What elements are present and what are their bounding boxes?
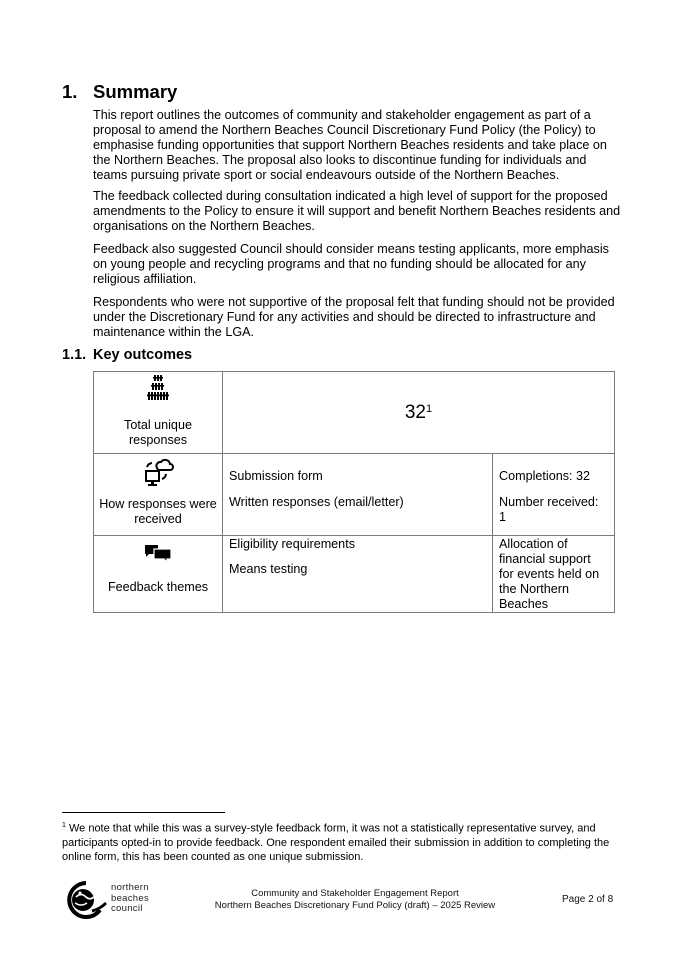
logo-line-1: northern xyxy=(111,882,149,893)
page-number: Page 2 of 8 xyxy=(562,894,614,905)
summary-paragraph-2: The feedback collected during consultation indicated a high level of support for the proposed amendments to the Policy to ensure it will support and benefit Northern Beaches residents and organisations on the Northern Beaches. xyxy=(93,189,621,233)
total-responses-value-cell xyxy=(223,372,615,454)
summary-paragraph-4: Respondents who were not supportive of the proposal felt that funding should not be provided under the Discretionary Fund for any activities and should be directed to infrastructure and maintenance within the LGA. xyxy=(93,295,615,339)
theme-means-testing: Means testing xyxy=(229,562,308,576)
footnote-ref[interactable]: 1 xyxy=(426,403,433,415)
footer-report-title xyxy=(200,888,510,911)
total-responses-label-cell xyxy=(94,372,223,454)
council-logo-icon xyxy=(66,881,108,924)
channel-written-responses: Written responses (email/letter) xyxy=(229,495,404,509)
themes-right-cell xyxy=(493,536,615,613)
section-heading xyxy=(62,81,177,103)
theme-eligibility: Eligibility requirements xyxy=(229,537,355,551)
logo-line-3: council xyxy=(111,903,143,914)
speech-bubbles-icon xyxy=(94,544,222,566)
footnote-separator xyxy=(62,812,225,813)
report-title: Community and Stakeholder Engagement Report xyxy=(251,888,459,899)
report-subtitle: Northern Beaches Discretionary Fund Policy (draft) – 2025 Review xyxy=(214,899,496,911)
total-responses-label: Total unique responses xyxy=(124,418,192,447)
key-outcomes-table xyxy=(93,371,615,613)
council-logo-text xyxy=(111,883,149,915)
channels-cell xyxy=(223,454,493,536)
feedback-themes-label-cell xyxy=(94,536,223,613)
logo-line-2: beaches xyxy=(111,892,150,904)
subsection-title: Key outcomes xyxy=(93,347,193,363)
subsection-number: 1.1. xyxy=(62,347,87,363)
count-number-received: Number received: 1 xyxy=(499,495,599,524)
summary-paragraph-1: This report outlines the outcomes of community and stakeholder engagement as part of a proposal to amend the Northern Beaches Council Discretionary Fund Policy (the Policy) to emphasise funding opportunities that support Northern Beaches residents and take place on the Northern Beaches. The proposal also looks to discontinue funding for individuals and teams pursuing private sport or social endeavours outside of the Northern Beaches. xyxy=(93,108,607,182)
subsection-heading xyxy=(62,347,192,363)
section-number: 1. xyxy=(62,81,78,102)
responses-received-label-cell xyxy=(94,454,223,536)
responses-received-row xyxy=(94,454,615,536)
crowd-icon xyxy=(94,374,222,406)
section-title: Summary xyxy=(93,81,178,102)
feedback-themes-label: Feedback themes xyxy=(107,580,209,594)
themes-left-cell xyxy=(223,536,493,613)
counts-cell xyxy=(493,454,615,536)
count-completions: Completions: 32 xyxy=(499,469,591,483)
footnote xyxy=(62,819,617,864)
responses-received-label: How responses were received xyxy=(99,497,217,526)
summary-paragraph-3: Feedback also suggested Council should consider means testing applicants, more emphasis on young people and recycling programs and that no funding should be allocated for any religious affiliation. xyxy=(93,242,609,286)
total-responses-row xyxy=(94,372,615,454)
footnote-marker: 1 xyxy=(62,822,66,829)
computer-cloud-sync-icon xyxy=(94,457,222,491)
total-responses-value: 32 xyxy=(404,402,426,423)
feedback-themes-row xyxy=(94,536,615,613)
footnote-text: We note that while this was a survey-style feedback form, it was not a statistically representative survey, and participants opted-in to provide feedback. One respondent emailed their submission in addition to completing the online form, this has been counted as one unique submission. xyxy=(62,822,610,863)
channel-submission-form: Submission form xyxy=(229,469,323,483)
theme-allocation: Allocation of financial support for events held on the Northern Beaches xyxy=(499,537,600,611)
